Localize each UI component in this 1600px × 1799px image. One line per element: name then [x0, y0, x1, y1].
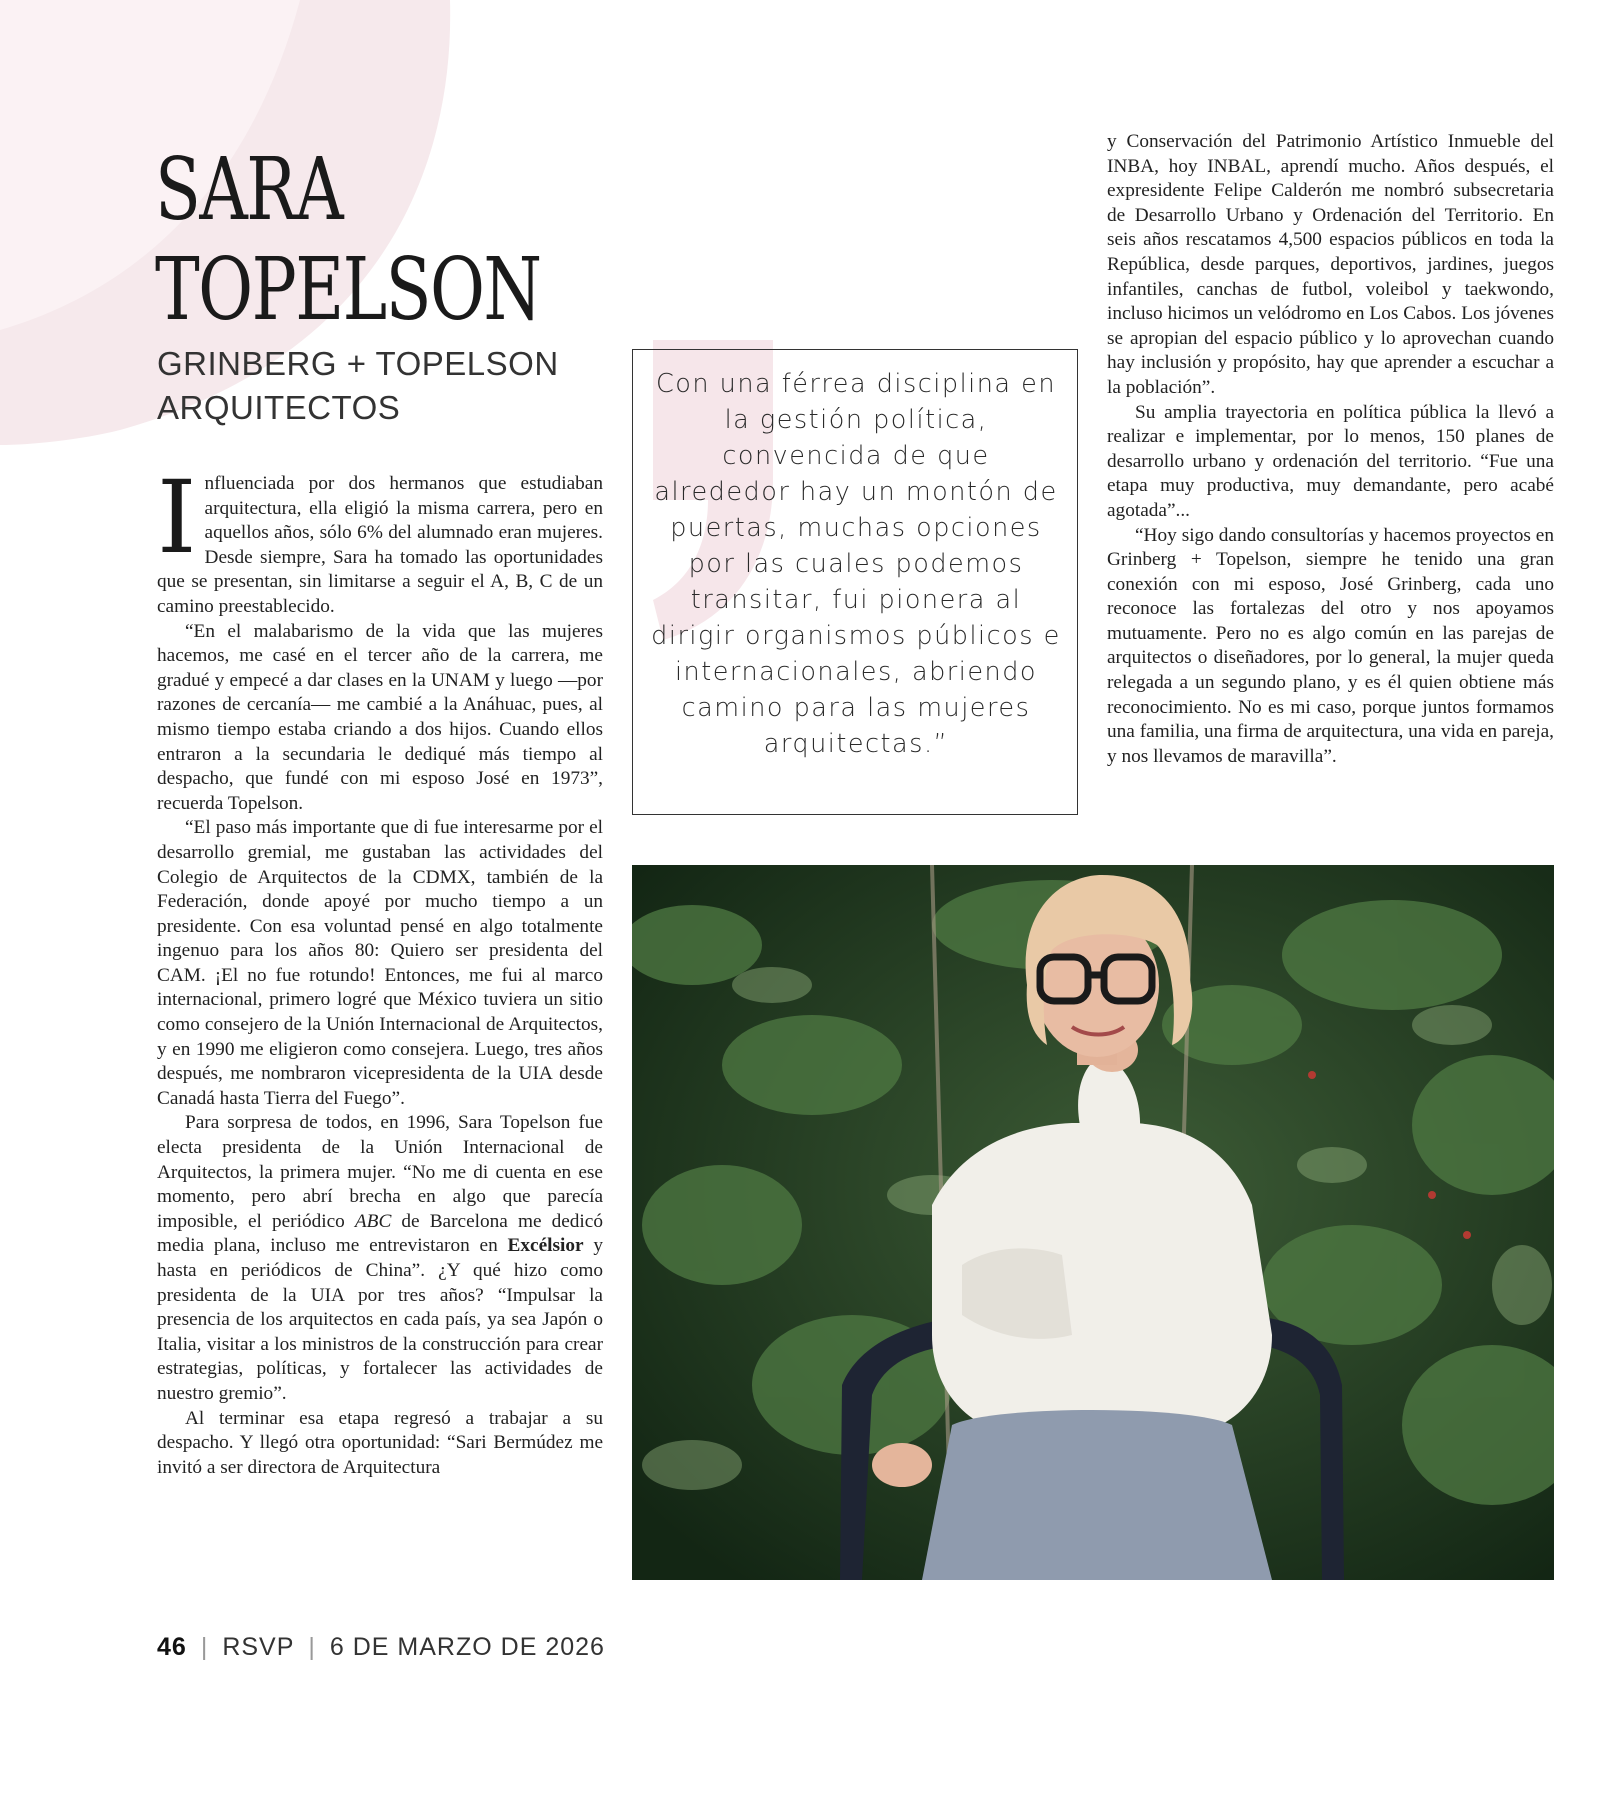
paragraph-text: y hasta en periódicos de China”. ¿Y qué hizo como presidenta de la UIA por tres años? “Impulsar la presencia de los arquitectos en cada país, ya sea Japón o Italia, visitar a los ministros de la construcción para crear estrategias, políticas, y fortalecer las actividades de nuestro gremio”. [157, 1235, 603, 1404]
page-footer [157, 1633, 605, 1662]
title-line-2: TOPELSON [155, 240, 541, 340]
issue-date: 6 DE MARZO DE 2026 [329, 1633, 605, 1661]
firm-line-2: ARQUITECTOS [157, 389, 401, 426]
paragraph [157, 459, 603, 620]
drop-cap: I [157, 459, 197, 576]
paragraph-text: Para sorpresa de todos, en 1996, Sara Topelson fue electa presidenta de la Unión Internacional de Arquitectos, la primera mujer. “No me di cuenta en ese momento, pero abrí brecha en algo que parecía imposible, el periódico [157, 1112, 603, 1232]
portrait-photo [632, 865, 1554, 1580]
paragraph [157, 1111, 603, 1406]
title-line-1: SARA [155, 140, 343, 240]
newspaper-name: ABC [354, 1210, 392, 1232]
magazine-name: RSVP [222, 1633, 295, 1661]
paragraph: y Conservación del Patrimonio Artístico Inmueble del INBA, hoy INBAL, aprendí mucho. Años después, el expresidente Felipe Calderón me nombró subsecretaria de Desarrollo Urbano y Ordenación del Territorio. En seis años rescatamos 4,500 espacios públicos en toda la República, desde parques, deportivos, jardines, juegos infantiles, canchas de futbol, voleibol y taekwondo, incluso hicimos un velódromo en Los Cabos. Los jóvenes se apropian del espacio público y lo aprovechan cuando hay inclusión y propósito, hay que aprender a escuchar a la población”. [1107, 131, 1554, 398]
newspaper-name: Excélsior [507, 1235, 584, 1257]
paragraph: Su amplia trayectoria en política pública la llevó a realizar e implementar, por lo menos, 150 planes de desarrollo urbano y ordenación del territorio. “Fue una etapa muy productiva, muy demandante, pero acabé agotada”... [1107, 401, 1554, 521]
pull-quote: Con una férrea disciplina en la gestión política, convencida de que alrededor hay un montón de puertas, muchas opciones por las cuales podemos transitar, fui pionera al dirigir organismos públicos e internacionales, abriendo camino para las mujeres arquitectas.” [651, 369, 1061, 759]
subtitle-firm [157, 342, 559, 430]
paragraph: “El paso más importante que di fue interesarme por el desarrollo gremial, me gustaban las actividades del Colegio de Arquitectos de la CDMX, también de la Federación, donde apoyé por mucho tiempo a un presidente. Con esa voluntad pensé en algo totalmente ingenuo para los años 80: Quiero ser presidenta del CAM. ¡El no fue rotundo! Entonces, me fui al marco internacional, primero logré que México tuviera un sitio como consejero de la Unión Internacional de Arquitectos, y en 1990 me eligieron como consejera. Luego, tres años después, me nombraron vicepresidenta de la UIA desde Canadá hasta Tierra del Fuego”. [157, 817, 603, 1109]
paragraph: “En el malabarismo de la vida que las mujeres hacemos, me casé en el tercer año de la carrera, me gradué y empecé a dar clases en la UNAM y luego —por razones de cercanía— me cambié a la Anáhuac, pues, al mismo tiempo estaba criando a dos hijos. Cuando ellos entraron a la secundaria le dediqué más tiempo al despacho, que fundé con mi esposo José en 1973”, recuerda Topelson. [157, 620, 603, 814]
paragraph-text: de Barcelona me dedicó media plana, incluso me entrevistaron en [157, 1210, 603, 1257]
footer-separator: | [308, 1633, 316, 1661]
paragraph: “Hoy sigo dando consultorías y hacemos proyectos en Grinberg + Topelson, siempre he tenido una gran conexión con mi esposo, José Grinberg, cada uno reconoce las fortalezas del otro y nos apoyamos mutuamente. Pero no es algo común en las parejas de arquitectos o diseñadores, por lo general, la mujer queda relegada a un segundo plano, y es él quien obtiene más reconocimiento. No es mi caso, porque juntos formamos una familia, una firma de arquitectura, una vida en pareja, y nos llevamos de maravilla”. [1107, 524, 1554, 767]
article-column-left [157, 459, 603, 1480]
footer-separator: | [200, 1633, 209, 1661]
paragraph: Al terminar esa etapa regresó a trabajar a su despacho. Y llegó otra oportunidad: “Sari Bermúdez me invitó a ser directora de Arquitectura [157, 1407, 603, 1478]
page-title [155, 140, 541, 340]
firm-line-1: GRINBERG + TOPELSON [157, 345, 559, 382]
page-number: 46 [157, 1633, 187, 1661]
paragraph-text: nfluenciada por dos hermanos que estudiaban arquitectura, ella eligió la misma carrera, pero en aquellos años, sólo 6% del alumnado eran mujeres. Desde siempre, Sara ha tomado las oportunidades que se presentan, sin limitarse a seguir el A, B, C de un camino preestablecido. [157, 473, 603, 617]
article-column-right [1107, 130, 1554, 769]
